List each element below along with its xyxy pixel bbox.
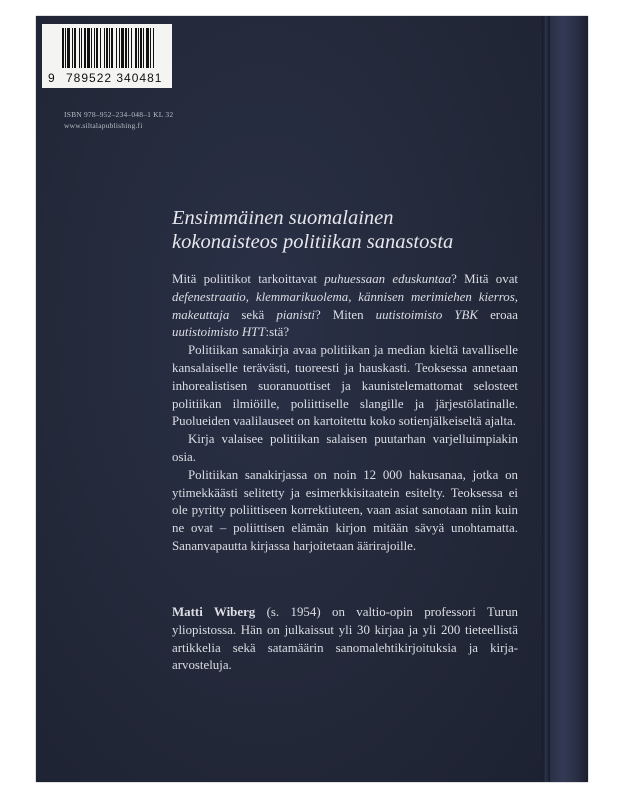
author-bio [172, 604, 518, 675]
blurb-term: uutistoimisto YBK [375, 307, 478, 322]
tagline-line-2: kokonaisteos politiikan sanastosta [172, 231, 454, 253]
barcode-digits: 789522 340481 [66, 71, 163, 85]
blurb-text: sekä [229, 307, 277, 322]
blurb-term: uutistoimisto HTT [172, 325, 266, 340]
isbn-block [64, 109, 173, 131]
publisher-website: www.siltalapublishing.fi [64, 121, 143, 130]
book-back-cover [36, 16, 588, 782]
blurb-term: defenestraatio, klemmarikuolema, kännisen merimiehen kierros, makeuttaja [172, 289, 518, 322]
blurb-paragraph-4: Politiikan sanakirjassa on noin 12 000 hakusanaa, jotka on ytimekkäästi selitetty ja esimerkkisitaatein esitelty. Teoksessa ei ole pyritty poliittiseen korrektiuteen, vaan asiat sanotaan niin kuin ne ovat – poliittisen elämän kirjon mitään sävyä unohtamatta. Sananvapautta kirjassa harjoitetaan äärirajoille. [172, 467, 518, 553]
tagline [172, 206, 512, 254]
author-description: (s. 1954) on valtio-opin professori Turun yliopistossa. Hän on julkaissut yli 30 kirjaa ja yli 200 tieteellistä artikkelia sekä satamäärin sanomalehtikirjoituksia ja kirja-arvosteluja. [172, 605, 518, 673]
blurb-text: Mitä poliitikot tarkoittavat [172, 272, 325, 286]
author-name: Matti Wiberg [172, 605, 256, 619]
blurb-text: eroaa [478, 307, 518, 322]
blurb-paragraph-1 [172, 271, 518, 342]
blurb-text: ? Mitä ovat [451, 272, 518, 286]
blurb-paragraph-3: Kirja valaisee politiikan salaisen puutarhan varjelluimpiakin osia. [172, 432, 518, 464]
book-spine [550, 16, 588, 782]
blurb-text: :stä? [265, 325, 290, 340]
tagline-line-1: Ensimmäinen suomalainen [172, 207, 394, 229]
blurb [172, 271, 518, 556]
barcode-lead-digit: 9 [48, 71, 55, 85]
barcode-bars [62, 28, 166, 74]
cover-hinge [542, 16, 550, 782]
isbn-line: ISBN 978–952–234–048–1 KL 32 [64, 110, 174, 119]
blurb-term: pianisti [276, 307, 316, 322]
blurb-paragraph-2: Politiikan sanakirja avaa politiikan ja median kieltä tavalliselle kansalaiselle terävästi, tuoreesti ja hauskasti. Teoksessa annetaan inhorealistisen suoranuottiset ja kaunistelemattomat selosteet politiikan ilmiöille, poliittiselle slangille ja järjestölatinalle. Puolueiden vaalilauseet on kartoitettu koko sotienjälkeiseltä ajalta. [172, 343, 518, 429]
barcode-label [42, 24, 172, 88]
blurb-term: puhuessaan eduskuntaa [324, 272, 452, 286]
blurb-text: ? Miten [315, 307, 376, 322]
